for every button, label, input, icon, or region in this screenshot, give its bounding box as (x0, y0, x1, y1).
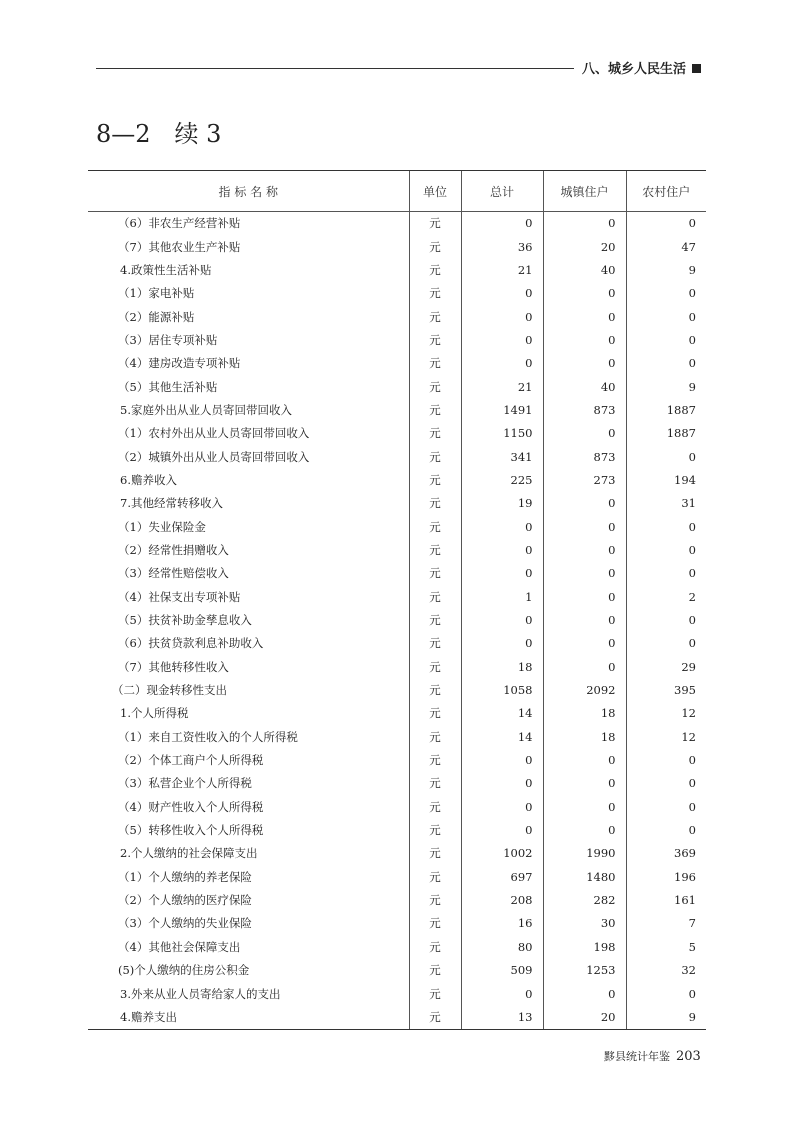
row-name-cell: （7）其他转移性收入 (118, 659, 229, 674)
row-urban-cell: 0 (543, 422, 626, 445)
row-urban-cell: 0 (543, 282, 626, 305)
table-row (88, 445, 706, 468)
square-marker-icon (692, 64, 701, 73)
row-rural-cell: 12 (626, 702, 706, 725)
row-urban-cell: 18 (543, 726, 626, 749)
row-unit-cell: 元 (409, 352, 461, 375)
row-name-cell: （4）社保支出专项补贴 (118, 589, 241, 604)
row-unit-cell: 元 (409, 656, 461, 679)
row-rural-cell: 1887 (626, 422, 706, 445)
table-row (88, 679, 706, 702)
row-urban-cell: 18 (543, 702, 626, 725)
row-name-cell: 3.外来从业人员寄给家人的支出 (120, 986, 281, 1001)
row-name-cell: （5）转移性收入个人所得税 (118, 823, 264, 838)
row-unit-cell: 元 (409, 375, 461, 398)
row-unit-cell: 元 (409, 445, 461, 468)
section-title: 八、城乡人民生活 (582, 62, 687, 77)
row-rural-cell: 0 (626, 212, 706, 236)
row-rural-cell: 9 (626, 375, 706, 398)
row-total-cell: 509 (461, 959, 543, 982)
row-urban-cell: 1990 (543, 842, 626, 865)
column-header-total: 总计 (461, 171, 543, 212)
table-row (88, 399, 706, 422)
row-name-cell: (5)个人缴纳的住房公积金 (118, 963, 250, 978)
row-rural-cell: 0 (626, 562, 706, 585)
row-rural-cell: 32 (626, 959, 706, 982)
row-name-cell: （二）现金转移性支出 (112, 683, 227, 698)
row-urban-cell: 0 (543, 515, 626, 538)
row-unit-cell: 元 (409, 399, 461, 422)
page-number: 203 (676, 1049, 701, 1064)
row-name-cell: （1）农村外出从业人员寄回带回收入 (118, 426, 310, 441)
row-name-cell: （2）经常性捐赠收入 (118, 542, 229, 557)
row-total-cell: 1002 (461, 842, 543, 865)
row-name-cell: （2）个人缴纳的医疗保险 (118, 893, 252, 908)
column-header-indicator: 指 标 名 称 (88, 171, 409, 212)
row-rural-cell: 0 (626, 982, 706, 1005)
row-unit-cell: 元 (409, 842, 461, 865)
row-name-cell: 4.赡养支出 (88, 1006, 409, 1030)
row-name-cell: 5.家庭外出从业人员寄回带回收入 (120, 402, 292, 417)
row-urban-cell: 20 (543, 1006, 626, 1030)
table-row (88, 259, 706, 282)
table-row (88, 912, 706, 935)
row-unit-cell: 元 (409, 539, 461, 562)
table-row (88, 936, 706, 959)
row-total-cell: 0 (461, 772, 543, 795)
row-urban-cell: 0 (543, 539, 626, 562)
row-name-cell: 2.个人缴纳的社会保障支出 (120, 846, 258, 861)
row-unit-cell: 元 (409, 749, 461, 772)
row-total-cell: 0 (461, 796, 543, 819)
column-header-unit: 单位 (409, 171, 461, 212)
row-unit-cell: 元 (409, 796, 461, 819)
table-row (88, 889, 706, 912)
row-unit-cell: 元 (409, 936, 461, 959)
row-total-cell: 0 (461, 819, 543, 842)
row-urban-cell: 0 (543, 749, 626, 772)
row-unit-cell: 元 (409, 469, 461, 492)
row-unit-cell: 元 (409, 959, 461, 982)
table-row (88, 352, 706, 375)
row-name-cell: （1）失业保险金 (118, 519, 206, 534)
table-row (88, 609, 706, 632)
row-total-cell: 19 (461, 492, 543, 515)
row-unit-cell: 元 (409, 282, 461, 305)
row-rural-cell: 161 (626, 889, 706, 912)
row-total-cell: 16 (461, 912, 543, 935)
row-total-cell: 0 (461, 562, 543, 585)
row-rural-cell: 0 (626, 609, 706, 632)
row-rural-cell: 31 (626, 492, 706, 515)
row-name-cell: （1）家电补贴 (118, 286, 195, 301)
row-urban-cell: 0 (543, 609, 626, 632)
header-rule (96, 68, 574, 69)
row-unit-cell: 元 (409, 329, 461, 352)
row-total-cell: 21 (461, 375, 543, 398)
row-urban-cell: 0 (543, 772, 626, 795)
table-row (88, 329, 706, 352)
row-total-cell: 0 (461, 329, 543, 352)
row-total-cell: 0 (461, 982, 543, 1005)
row-unit-cell: 元 (409, 586, 461, 609)
row-name-cell: （6）扶贫贷款利息补助收入 (118, 636, 264, 651)
row-unit-cell: 元 (409, 422, 461, 445)
row-name-cell: （4）其他社会保障支出 (118, 939, 241, 954)
row-total-cell: 0 (461, 305, 543, 328)
row-name-cell: （4）财产性收入个人所得税 (118, 799, 264, 814)
row-rural-cell: 5 (626, 936, 706, 959)
table-row (88, 772, 706, 795)
row-rural-cell: 0 (626, 772, 706, 795)
row-rural-cell: 29 (626, 656, 706, 679)
table-row (88, 842, 706, 865)
row-total-cell: 0 (461, 749, 543, 772)
row-total-cell: 13 (461, 1006, 543, 1030)
row-name-cell: 4.政策性生活补贴 (120, 262, 212, 277)
row-rural-cell: 0 (626, 282, 706, 305)
row-total-cell: 14 (461, 726, 543, 749)
row-total-cell: 14 (461, 702, 543, 725)
row-urban-cell: 40 (543, 259, 626, 282)
table-row (88, 749, 706, 772)
table-row (88, 235, 706, 258)
row-rural-cell: 0 (626, 352, 706, 375)
row-urban-cell: 0 (543, 586, 626, 609)
row-urban-cell: 873 (543, 445, 626, 468)
row-name-cell: （5）扶贫补助金孳息收入 (118, 613, 252, 628)
row-rural-cell: 395 (626, 679, 706, 702)
row-urban-cell: 273 (543, 469, 626, 492)
row-total-cell: 0 (461, 282, 543, 305)
row-name-cell: 7.其他经常转移收入 (120, 496, 223, 511)
row-unit-cell: 元 (409, 515, 461, 538)
table-row (88, 702, 706, 725)
row-name-cell: （3）私营企业个人所得税 (118, 776, 252, 791)
row-unit-cell: 元 (409, 632, 461, 655)
table-row (88, 959, 706, 982)
row-urban-cell: 0 (543, 796, 626, 819)
row-unit-cell: 元 (409, 889, 461, 912)
section-header (582, 58, 701, 77)
row-unit-cell: 元 (409, 982, 461, 1005)
row-rural-cell: 0 (626, 539, 706, 562)
row-urban-cell: 0 (543, 656, 626, 679)
row-total-cell: 341 (461, 445, 543, 468)
row-name-cell: （1）个人缴纳的养老保险 (118, 869, 252, 884)
row-unit-cell: 元 (409, 819, 461, 842)
table-row (88, 212, 706, 236)
row-name-cell: （2）个体工商户个人所得税 (118, 753, 264, 768)
table-row (88, 422, 706, 445)
row-unit-cell: 元 (409, 1006, 461, 1030)
row-total-cell: 0 (461, 515, 543, 538)
row-name-cell: （2）城镇外出从业人员寄回带回收入 (118, 449, 310, 464)
row-unit-cell: 元 (409, 259, 461, 282)
row-total-cell: 697 (461, 866, 543, 889)
row-name-cell: 6.赡养收入 (120, 472, 177, 487)
row-rural-cell: 0 (626, 305, 706, 328)
statistics-table (88, 170, 706, 1030)
row-rural-cell: 0 (626, 796, 706, 819)
row-rural-cell: 194 (626, 469, 706, 492)
row-name-cell: （5）其他生活补贴 (118, 379, 218, 394)
row-unit-cell: 元 (409, 609, 461, 632)
row-unit-cell: 元 (409, 679, 461, 702)
row-unit-cell: 元 (409, 492, 461, 515)
row-total-cell: 1 (461, 586, 543, 609)
row-urban-cell: 0 (543, 632, 626, 655)
row-unit-cell: 元 (409, 562, 461, 585)
row-total-cell: 1491 (461, 399, 543, 422)
row-rural-cell: 9 (626, 259, 706, 282)
table-row (88, 586, 706, 609)
row-rural-cell: 7 (626, 912, 706, 935)
row-urban-cell: 1480 (543, 866, 626, 889)
row-rural-cell: 12 (626, 726, 706, 749)
row-rural-cell: 196 (626, 866, 706, 889)
row-name-cell: （7）其他农业生产补贴 (118, 239, 241, 254)
table-row (88, 819, 706, 842)
row-name-cell: （3）经常性赔偿收入 (118, 566, 229, 581)
row-name-cell: （1）来自工资性收入的个人所得税 (118, 729, 298, 744)
row-rural-cell: 1887 (626, 399, 706, 422)
row-unit-cell: 元 (409, 772, 461, 795)
page-title: 8—2 续 3 (96, 120, 222, 148)
row-unit-cell: 元 (409, 866, 461, 889)
row-rural-cell: 0 (626, 632, 706, 655)
row-name-cell: 1.个人所得税 (120, 706, 189, 721)
row-unit-cell: 元 (409, 235, 461, 258)
table-row (88, 632, 706, 655)
table-row (88, 375, 706, 398)
row-urban-cell: 20 (543, 235, 626, 258)
table-row (88, 796, 706, 819)
table-row (88, 656, 706, 679)
table-body (88, 212, 706, 1030)
row-urban-cell: 30 (543, 912, 626, 935)
column-header-rural: 农村住户 (626, 171, 706, 212)
row-urban-cell: 198 (543, 936, 626, 959)
row-total-cell: 80 (461, 936, 543, 959)
table-row (88, 539, 706, 562)
row-urban-cell: 0 (543, 352, 626, 375)
row-urban-cell: 0 (543, 212, 626, 236)
table-row (88, 1006, 706, 1030)
row-rural-cell: 9 (626, 1006, 706, 1030)
row-total-cell: 36 (461, 235, 543, 258)
row-rural-cell: 2 (626, 586, 706, 609)
table-row (88, 515, 706, 538)
row-rural-cell: 47 (626, 235, 706, 258)
row-total-cell: 0 (461, 539, 543, 562)
table-header-row (88, 171, 706, 212)
row-unit-cell: 元 (409, 212, 461, 236)
table-row (88, 282, 706, 305)
row-name-cell: （2）能源补贴 (118, 309, 195, 324)
row-urban-cell: 0 (543, 492, 626, 515)
row-urban-cell: 40 (543, 375, 626, 398)
row-name-cell: （6）非农生产经营补贴 (118, 216, 241, 231)
row-urban-cell: 1253 (543, 959, 626, 982)
row-name-cell: （4）建房改造专项补贴 (118, 356, 241, 371)
row-total-cell: 208 (461, 889, 543, 912)
row-name-cell: （3）居住专项补贴 (118, 332, 218, 347)
table-row (88, 982, 706, 1005)
row-total-cell: 21 (461, 259, 543, 282)
row-urban-cell: 282 (543, 889, 626, 912)
row-rural-cell: 0 (626, 819, 706, 842)
row-unit-cell: 元 (409, 726, 461, 749)
row-urban-cell: 0 (543, 819, 626, 842)
row-total-cell: 1058 (461, 679, 543, 702)
table-row (88, 726, 706, 749)
row-rural-cell: 369 (626, 842, 706, 865)
row-urban-cell: 2092 (543, 679, 626, 702)
table-row (88, 305, 706, 328)
row-urban-cell: 0 (543, 305, 626, 328)
row-rural-cell: 0 (626, 515, 706, 538)
row-total-cell: 18 (461, 656, 543, 679)
row-unit-cell: 元 (409, 912, 461, 935)
row-total-cell: 0 (461, 352, 543, 375)
column-header-urban: 城镇住户 (543, 171, 626, 212)
row-urban-cell: 873 (543, 399, 626, 422)
row-rural-cell: 0 (626, 445, 706, 468)
row-total-cell: 1150 (461, 422, 543, 445)
row-unit-cell: 元 (409, 702, 461, 725)
row-rural-cell: 0 (626, 749, 706, 772)
row-rural-cell: 0 (626, 329, 706, 352)
table-row (88, 562, 706, 585)
row-unit-cell: 元 (409, 305, 461, 328)
row-total-cell: 0 (461, 212, 543, 236)
table-row (88, 866, 706, 889)
row-total-cell: 225 (461, 469, 543, 492)
row-total-cell: 0 (461, 609, 543, 632)
row-urban-cell: 0 (543, 982, 626, 1005)
row-urban-cell: 0 (543, 562, 626, 585)
row-total-cell: 0 (461, 632, 543, 655)
table-row (88, 492, 706, 515)
row-urban-cell: 0 (543, 329, 626, 352)
publication-name: 黟县统计年鉴 (604, 1050, 670, 1063)
row-name-cell: （3）个人缴纳的失业保险 (118, 916, 252, 931)
page-footer (604, 1048, 701, 1064)
table-row (88, 469, 706, 492)
